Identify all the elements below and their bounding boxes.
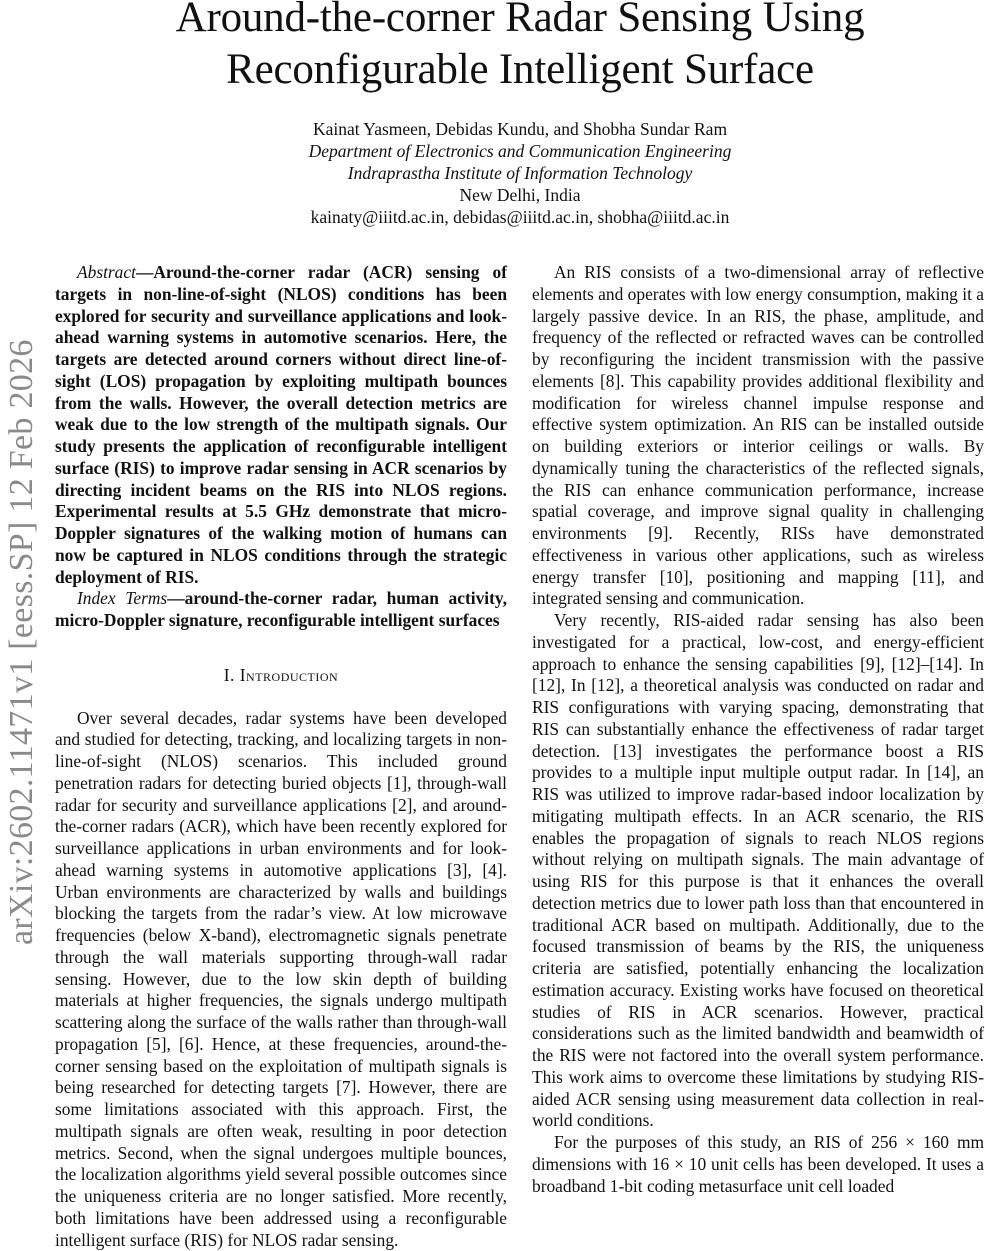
left-column	[55, 262, 507, 1251]
author-block	[0, 118, 985, 228]
abstract	[55, 262, 507, 588]
abstract-text: —Around-the-corner radar (ACR) sensing of targets in non-line-of-sight (NLOS) conditions has been explored for security and surveillance applications and look-ahead warning systems in automotive scenarios. Here, the targets are detected around corners without direct line-of-sight (LOS) propagation by exploiting multipath bounces from the walls. However, the overall detection metrics are weak due to the low strength of the multipath signals. Our study presents the application of reconfigurable intelligent surface (RIS) to improve radar sensing in ACR scenarios by directing incident beams on the RIS into NLOS regions. Experimental results at 5.5 GHz demonstrate that micro-Doppler signatures of the walking motion of humans can now be captured in NLOS conditions through the strategic deployment of RIS.	[55, 262, 507, 587]
intro-paragraph-2: An RIS consists of a two-dimensional array of reflective elements and operates with low energy consumption, making it a largely passive device. In an RIS, the phase, amplitude, and frequency of the reflected or refracted waves can be controlled by reconfiguring the incident transmission with the passive elements [8]. This capability provides additional flexibility and modification for wireless channel impulse response and effective system optimization. An RIS can be installed outside on building exteriors or interior ceilings or walls. By dynamically tuning the characteristics of the reflected signals, the RIS can enhance communication performance, increase spatial coverage, and improve signal quality in challenging environments [9]. Recently, RISs have demonstrated effectiveness in various other applications, such as wireless energy transfer [10], positioning and mapping [11], and integrated sensing and communication.	[532, 262, 984, 610]
abstract-label: Abstract	[77, 262, 136, 282]
right-column	[532, 262, 984, 1197]
author-names: Kainat Yasmeen, Debidas Kundu, and Shobha Sundar Ram	[0, 118, 985, 140]
intro-paragraph-1: Over several decades, radar systems have been developed and studied for detecting, tracking, and localizing targets in non-line-of-sight (NLOS) scenarios. This included ground penetration radars for detecting buried objects [1], through-wall radar for security and surveillance applications [2], and around-the-corner radars (ACR), which have been recently explored for surveillance applications in urban environments and for look-ahead warning systems in automotive applications [3], [4]. Urban environments are characterized by walls and buildings blocking the targets from the radar’s view. At low microwave frequencies (below X-band), electromagnetic signals penetrate through the wall materials supporting through-wall radar sensing. However, due to the low skin depth of building materials at higher frequencies, the signals undergo multipath scattering along the surface of the walls rather than through-wall propagation [5], [6]. Hence, at these frequencies, around-the-corner sensing based on the exploitation of multipath signals is being researched for detecting targets [7]. However, there are some limitations associated with this approach. First, the multipath signals are often weak, resulting in poor detection metrics. Second, when the signal undergoes multiple bounces, the localization algorithms yield several possible outcomes since the uniqueness criteria are no longer satisfied. More recently, both limitations have been addressed using a reconfigurable intelligent surface (RIS) for NLOS radar sensing.	[55, 708, 507, 1251]
title-line-2: Reconfigurable Intelligent Surface	[0, 44, 985, 96]
index-terms-text: —around-the-corner radar, human activity, micro-Doppler signature, reconfigurable intelligent surfaces	[55, 588, 507, 630]
intro-paragraph-4: For the purposes of this study, an RIS of 256 × 160 mm dimensions with 16 × 10 unit cells has been developed. It uses a broadband 1-bit coding metasurface unit cell loaded	[532, 1132, 984, 1197]
author-institute: Indraprastha Institute of Information Technology	[0, 162, 985, 184]
author-emails: kainaty@iiitd.ac.in, debidas@iiitd.ac.in, shobha@iiitd.ac.in	[0, 206, 985, 228]
author-department: Department of Electronics and Communication Engineering	[0, 140, 985, 162]
intro-paragraph-3: Very recently, RIS-aided radar sensing has also been investigated for a practical, low-cost, and energy-efficient approach to enhance the sensing capabilities [9], [12]–[14]. In [12], In [12], a theoretical analysis was conducted on radar and RIS configurations with varying spacing, demonstrating that RIS can substantially enhance the effectiveness of radar target detection. [13] investigates the performance boost a RIS provides to a multiple input multiple output radar. In [14], an RIS was utilized to improve radar-based indoor localization by mitigating multipath effects. In an ACR scenario, the RIS enables the propagation of signals to reach NLOS regions without relying on multipath signals. The main advantage of using RIS for this purpose is that it enhances the overall detection metrics due to lower path loss than that encountered in traditional ACR based on multipath. Additionally, due to the focused transmission of beams by the RIS, the uniqueness criteria are satisfied, potentially enhancing the localization estimation accuracy. Existing works have focused on theoretical studies of RIS in ACR scenarios. However, practical considerations such as the limited bandwidth and beamwidth of the RIS were not factored into the overall system performance. This work aims to overcome these limitations by studying RIS-aided ACR sensing using measurement data collection in real-world conditions.	[532, 610, 984, 1132]
index-terms	[55, 588, 507, 632]
arxiv-stamp: arXiv:2602.11471v1 [eess.SP] 12 Feb 2026	[3, 339, 41, 945]
section-heading-introduction: I. Introduction	[55, 665, 507, 687]
title-line-1: Around-the-corner Radar Sensing Using	[0, 0, 985, 44]
index-terms-label: Index Terms	[77, 588, 167, 608]
paper-title	[0, 0, 985, 96]
author-location: New Delhi, India	[0, 184, 985, 206]
